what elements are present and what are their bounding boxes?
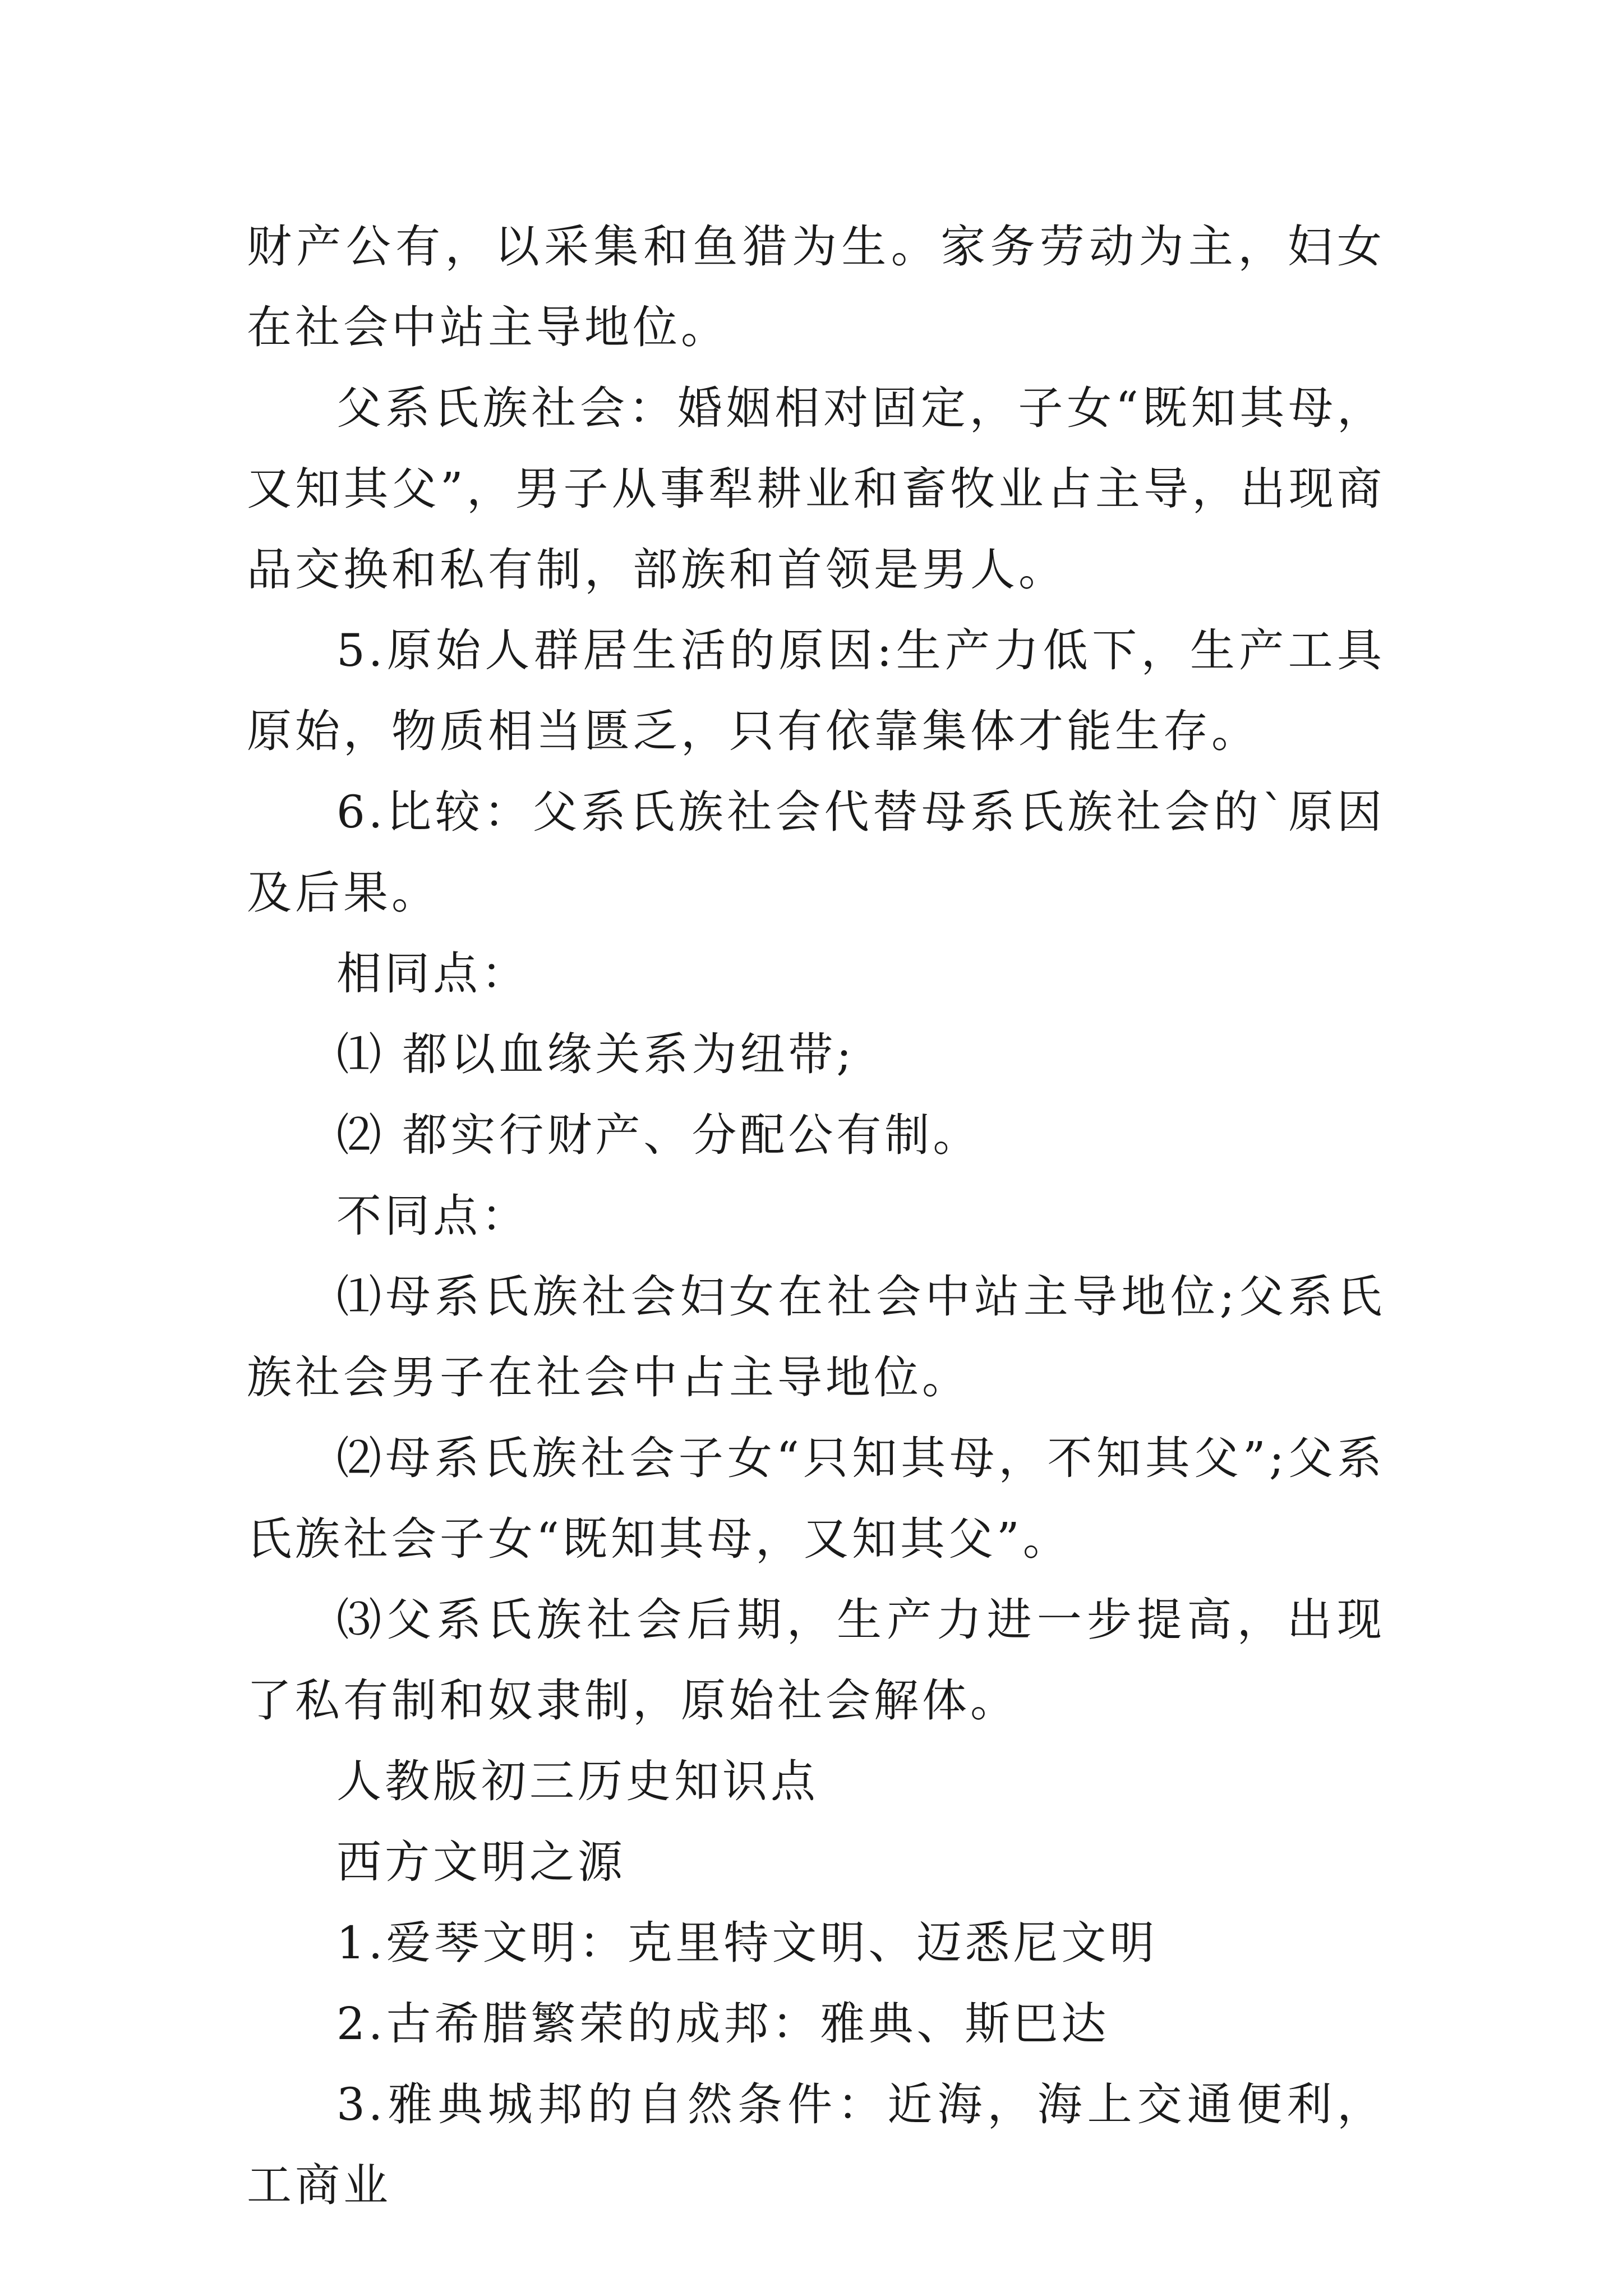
document-body xyxy=(247,206,1385,2226)
list-item: ⑶父系氏族社会后期，生产力进一步提高，出现了私有制和奴隶制，原始社会解体。 xyxy=(247,1594,1385,1727)
section-heading: 不同点： xyxy=(336,1190,529,1242)
list-item: ⑵母系氏族社会子女“只知其母，不知其父”;父系氏族社会子女“既知其母，又知其父”。 xyxy=(247,1432,1385,1565)
section-heading: 人教版初三历史知识点 xyxy=(336,1755,819,1807)
list-item: 3.雅典城邦的自然条件：近海，海上交通便利，工商业 xyxy=(247,2078,1385,2211)
section-heading: 相同点： xyxy=(336,947,529,1000)
list-item: ⑴母系氏族社会妇女在社会中站主导地位;父系氏族社会男子在社会中占主导地位。 xyxy=(247,1271,1385,1404)
list-item: ⑵ 都实行财产、分配公有制。 xyxy=(336,1109,981,1161)
list-item: 2.古希腊繁荣的成邦：雅典、斯巴达 xyxy=(336,1998,1110,2050)
paragraph: 财产公有，以采集和鱼猎为生。家务劳动为主，妇女在社会中站主导地位。 xyxy=(247,220,1385,353)
list-item: ⑴ 都以血缘关系为纽带; xyxy=(336,1028,855,1080)
section-heading: 西方文明之源 xyxy=(336,1836,626,1888)
paragraph: 6.比较：父系氏族社会代替母系氏族社会的`原因及后果。 xyxy=(247,786,1385,919)
paragraph: 5.原始人群居生活的原因:生产力低下，生产工具原始，物质相当匮乏，只有依靠集体才能生存。 xyxy=(247,624,1385,757)
paragraph: 父系氏族社会：婚姻相对固定，子女“既知其母，又知其父”，男子从事犁耕业和畜牧业占主导，出现商品交换和私有制，部族和首领是男人。 xyxy=(247,382,1385,596)
list-item: 1.爱琴文明：克里特文明、迈悉尼文明 xyxy=(336,1917,1158,1969)
